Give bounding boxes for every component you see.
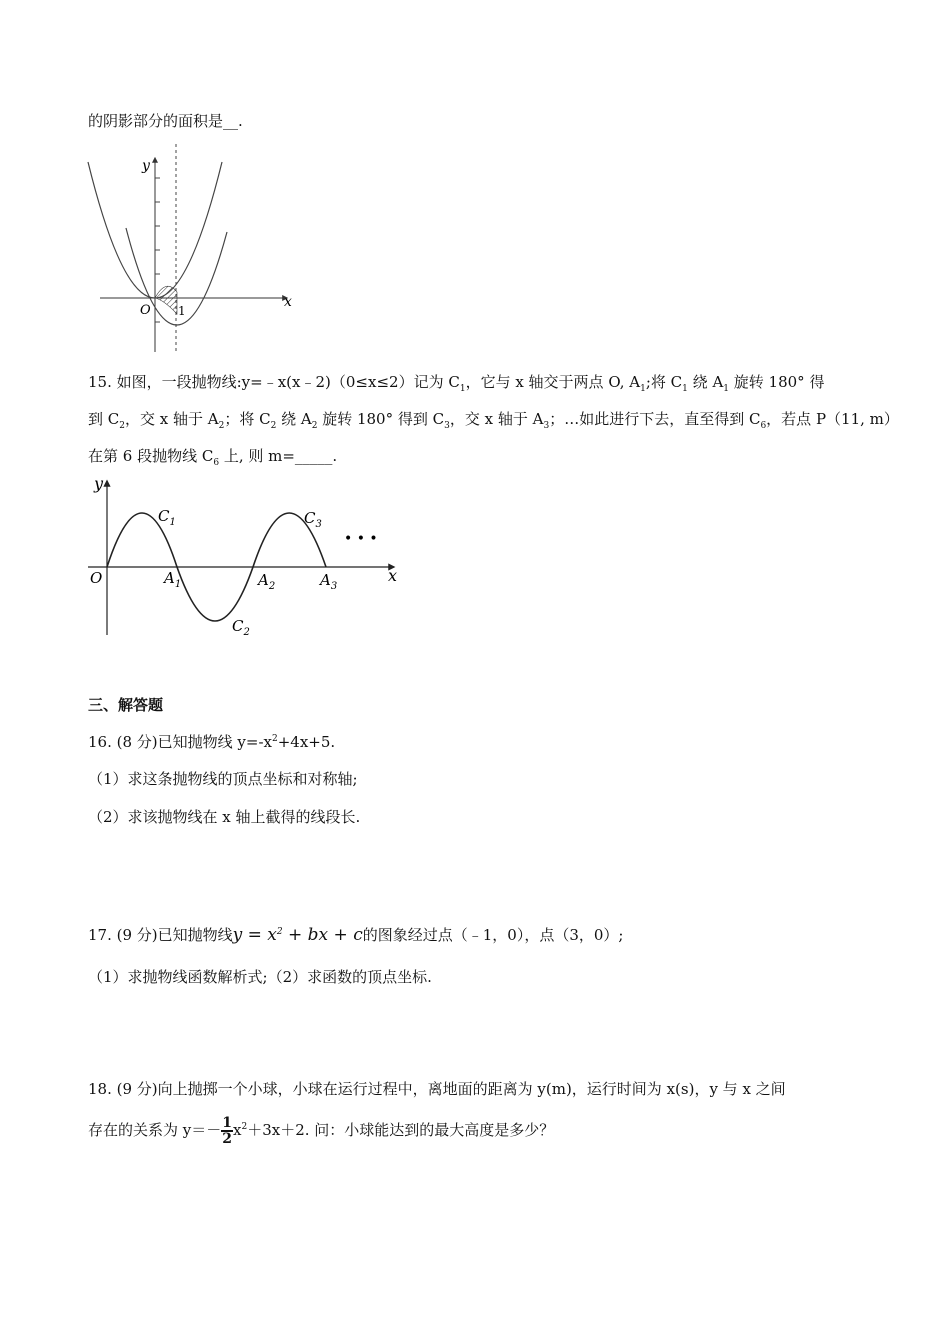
origin-label: O — [90, 569, 103, 587]
x-label: x — [388, 566, 398, 585]
y-label: y — [94, 474, 104, 493]
q16-part2: （2）求该抛物线在 x 轴上截得的线段长. — [88, 808, 361, 826]
one-label: 1 — [178, 304, 186, 318]
section-title: 三、解答题 — [88, 696, 164, 714]
q17-part1: （1）求抛物线函数解析式;（2）求函数的顶点坐标. — [88, 968, 432, 986]
label-a2: $A_2$ — [258, 571, 276, 592]
label-c3: $C_3$ — [304, 509, 322, 530]
q16-part1: （1）求这条抛物线的顶点坐标和对称轴; — [88, 770, 358, 788]
q18-line1: 18. (9 分)向上抛掷一个小球，小球在运行过程中，离地面的距离为 y(m)，运行时间为 x(s)，y 与 x 之间 — [88, 1080, 786, 1098]
label-c2: $C_2$ — [232, 617, 250, 638]
q15-line1: 15. 如图，一段抛物线:y=﹣x(x﹣2)（0≤x≤2）记为 $C_1$，它与 x 轴交于两点 O, $A_1$;将 $C_1$ 绕 $A_1$ 旋转 180° 得 — [88, 373, 825, 394]
figure-14 — [82, 140, 297, 355]
x-label: x — [284, 294, 292, 310]
q18-line2: 存在的关系为 y＝－ $\frac{1}{2}$ $x^2+3x+2$. 问：小球能达到的最大高度是多少？ — [88, 1115, 555, 1147]
label-a3: $A_3$ — [320, 571, 338, 592]
curve-c2 — [177, 567, 253, 621]
q14-tail: 的阴影部分的面积是__. — [88, 112, 243, 130]
q17-formula: $y = x^2$ + bx + c — [232, 925, 363, 945]
q16-stem: 16. (8 分)已知抛物线 $y=-x^2+4x+5$. — [88, 733, 336, 751]
fraction-one-half: $\frac{1}{2}$ — [222, 1115, 232, 1147]
figure-15 — [86, 473, 402, 638]
y-label: y — [142, 158, 150, 174]
continuation-dots: • • • — [344, 531, 378, 547]
label-c1: $C_1$ — [158, 507, 176, 528]
q15-line2: 到 $C_2$，交 x 轴于 $A_2$；将 $C_2$ 绕 $A_2$ 旋转 180° 得到 $C_3$，交 x 轴于 $A_3$；…如此进行下去，直至得到 $C_6$，若点 P（11, m） — [88, 410, 899, 431]
q17-stem: 17. (9 分)已知抛物线$y = x^2$ + bx + c的图象经过点（﹣1，0），点（3，0）; — [88, 925, 624, 945]
origin-label: O — [140, 303, 151, 318]
label-a1: $A_1$ — [164, 569, 182, 590]
q15-line3: 在第 6 段抛物线 $C_6$ 上, 则 m=_____. — [88, 447, 338, 468]
